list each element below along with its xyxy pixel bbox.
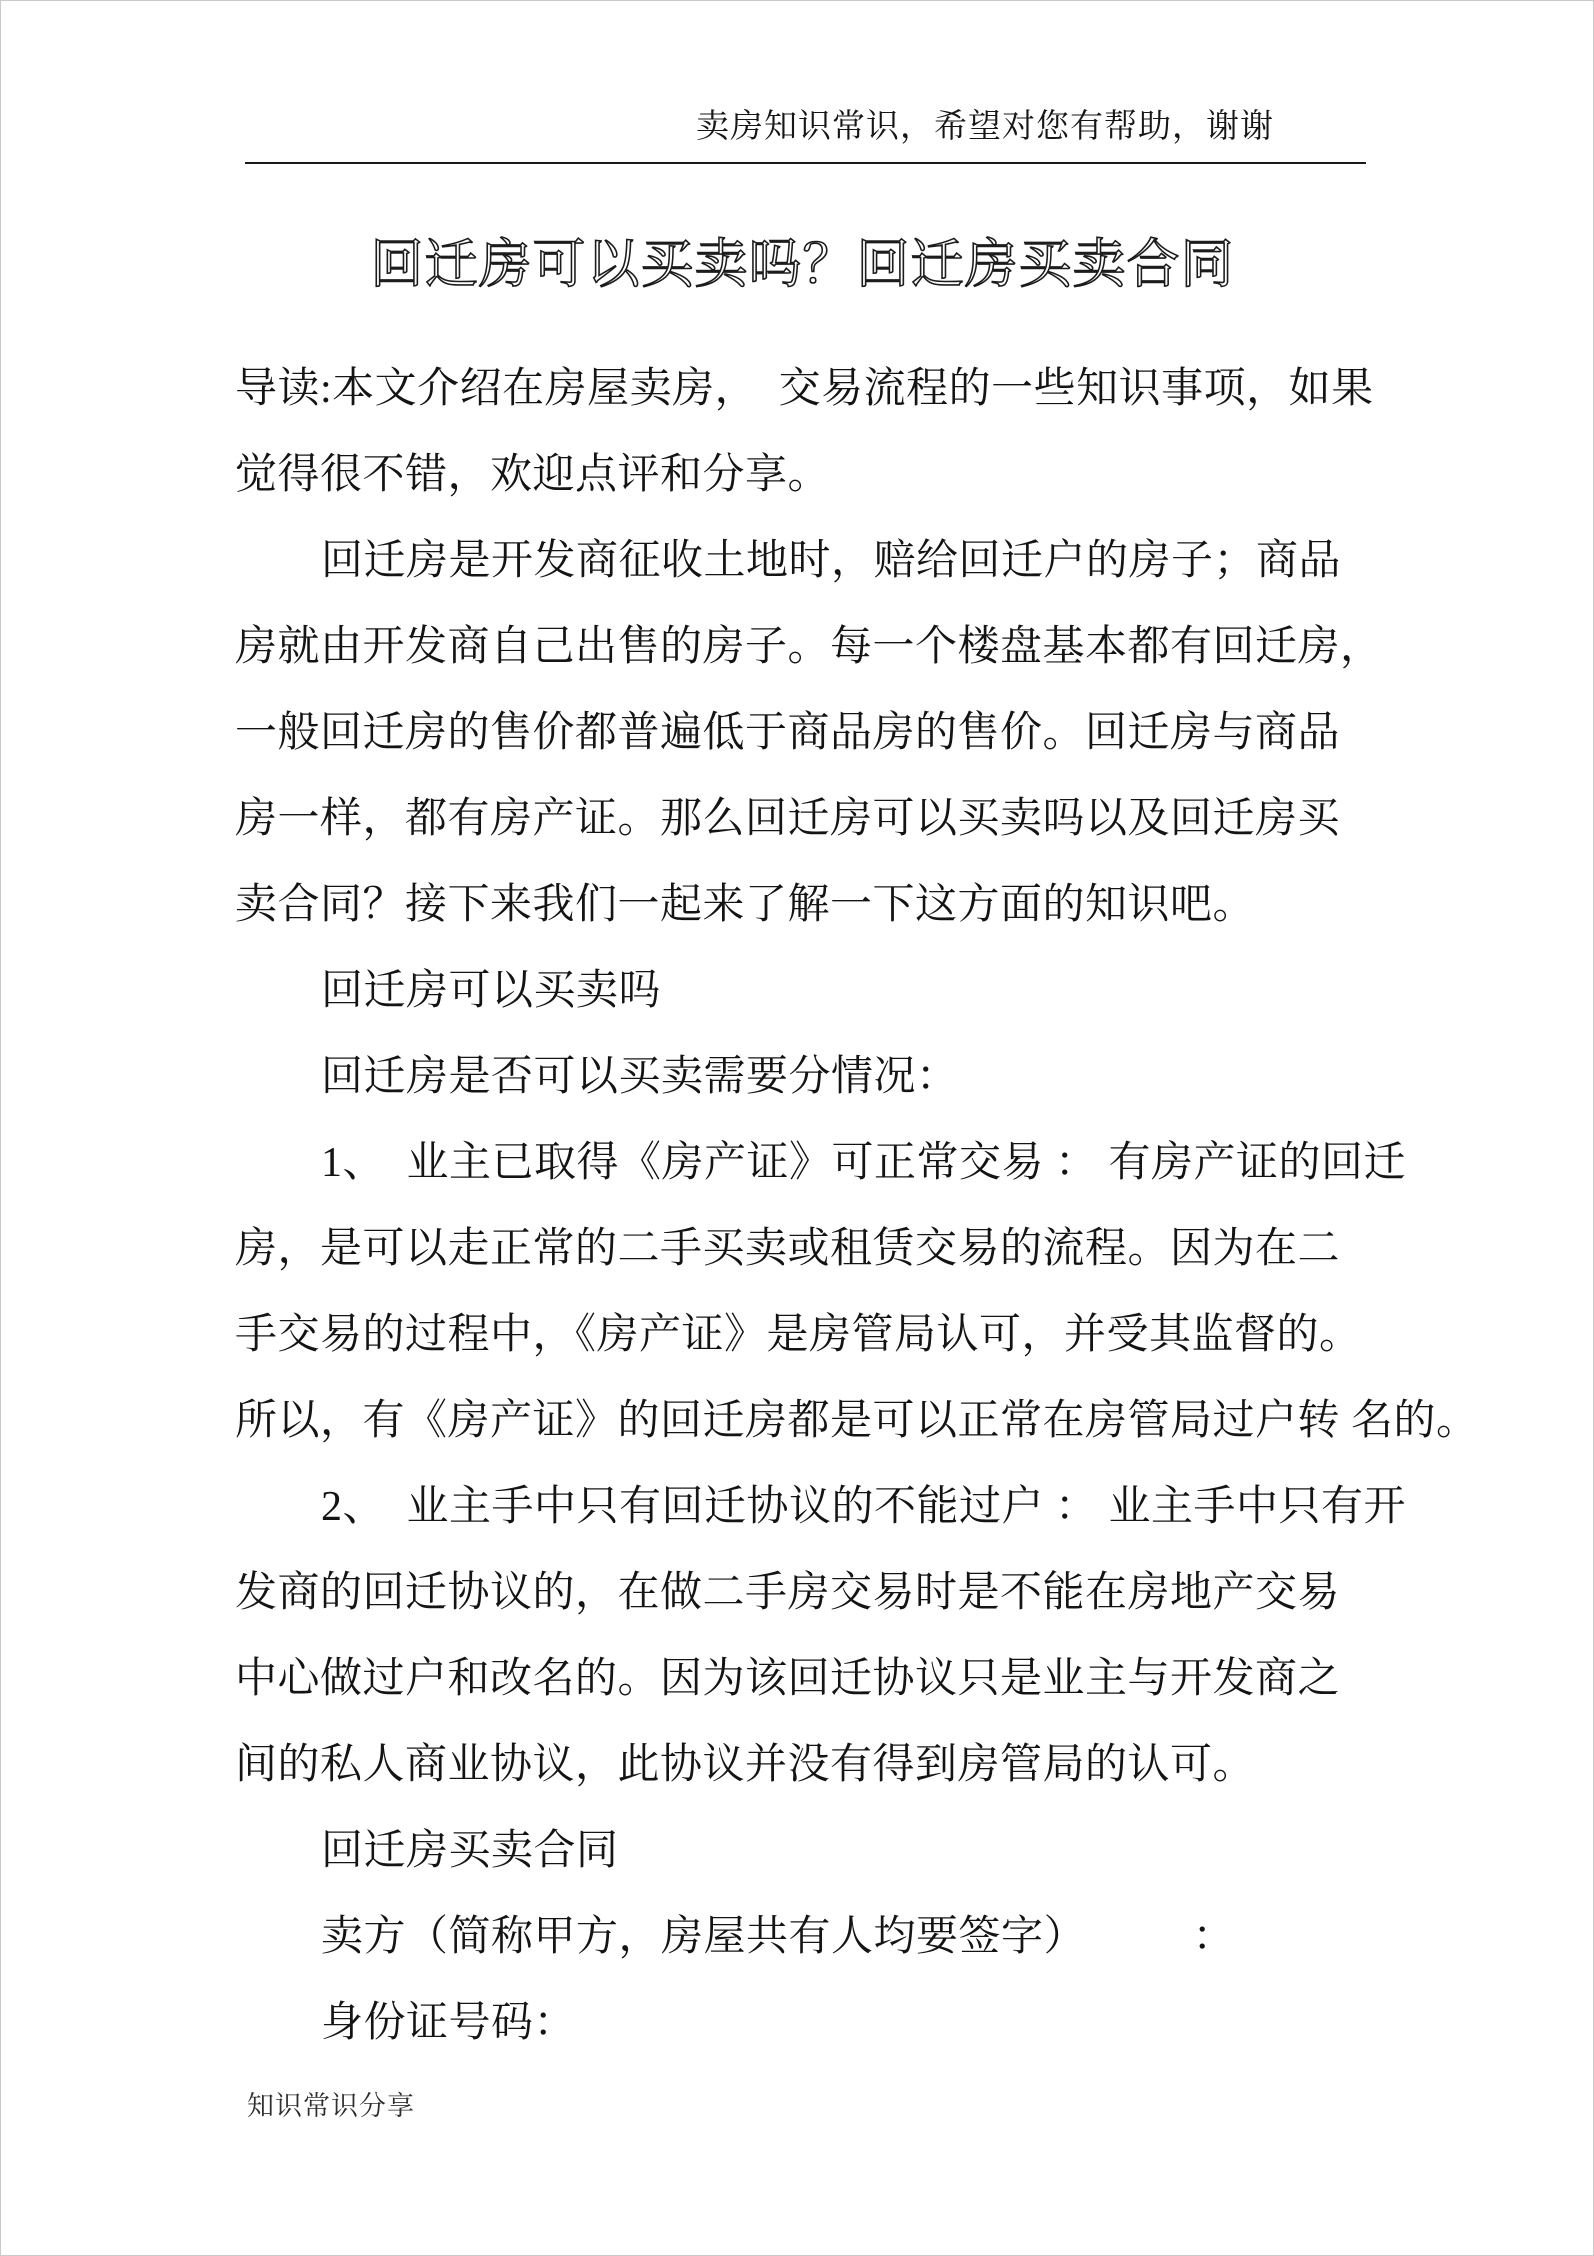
body-line: 回迁房可以买卖吗 [321, 968, 662, 1014]
body-line: 2、 业主手中只有回迁协议的不能过户 ： 业主手中只有开 [321, 1484, 1407, 1530]
page-header [245, 104, 1366, 164]
body-line: 房一样，都有房产证。那么回迁房可以买卖吗以及回迁房买 [235, 796, 1341, 842]
body-line: 身份证号码： [321, 2000, 577, 2046]
body-line: 1、 业主已取得《房产证》可正常交易 ： 有房产证的回迁 [321, 1140, 1407, 1186]
header-text: 卖房知识常识，希望对您有帮助，谢谢 [696, 109, 1274, 145]
body-line: 卖方（简称甲方，房屋共有人均要签字） ： [321, 1914, 1236, 1960]
body-line: 一般回迁房的售价都普遍低于商品房的售价。回迁房与商品 [235, 710, 1341, 756]
body-line: 房，是可以走正常的二手买卖或租赁交易的流程。因为在二 [235, 1226, 1341, 1272]
body-line: 中心做过户和改名的。因为该回迁协议只是业主与开发商之 [235, 1656, 1341, 1702]
body-line: 回迁房买卖合同 [321, 1828, 619, 1874]
body-line: 房就由开发商自己出售的房子。每一个楼盘基本都有回迁房， [235, 624, 1383, 670]
body-line: 回迁房是开发商征收土地时，赔给回迁户的房子；商品 [321, 538, 1342, 584]
body-line: 觉得很不错，欢迎点评和分享。 [235, 452, 831, 498]
body-line: 回迁房是否可以买卖需要分情况： [321, 1054, 959, 1100]
document-title [235, 228, 1370, 302]
body-line: 手交易的过程中，《房产证》是房管局认可，并受其监督的。 [235, 1312, 1362, 1358]
page-footer [247, 2088, 415, 2124]
document-body [235, 346, 1479, 2066]
body-line: 所以，有《房产证》的回迁房都是可以正常在房管局过户转 名的。 [235, 1398, 1479, 1444]
body-line: 发商的回迁协议的，在做二手房交易时是不能在房地产交易 [235, 1570, 1341, 1616]
body-line: 卖合同？接下来我们一起来了解一下这方面的知识吧。 [235, 882, 1256, 928]
body-line: 间的私人商业协议，此协议并没有得到房管局的认可。 [235, 1742, 1256, 1788]
document-title-text: 回迁房可以买卖吗？回迁房买卖合同 [370, 236, 1235, 294]
footer-text: 知识常识分享 [247, 2091, 415, 2121]
body-line: 导读:本文介绍在房屋卖房， 交易流程的一些知识事项，如果 [235, 366, 1374, 412]
